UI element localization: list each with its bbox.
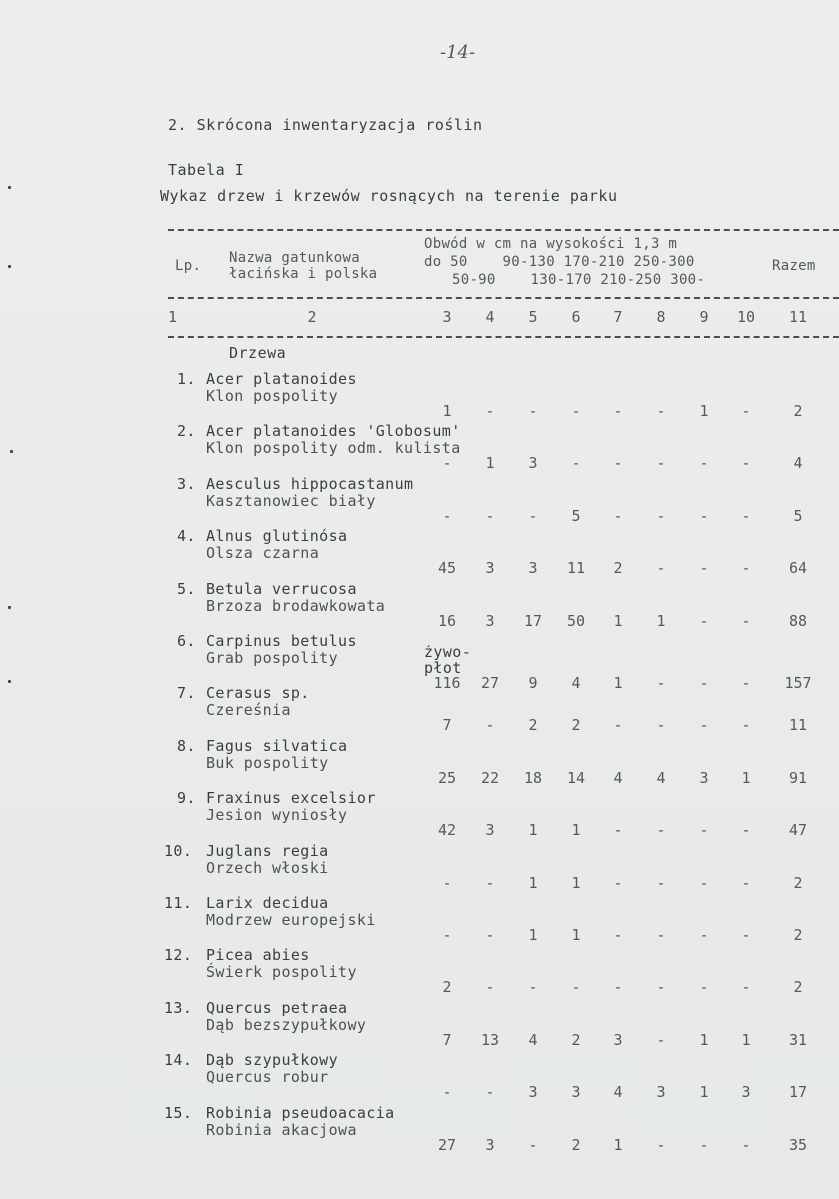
row-latin-name: Juglans regia <box>206 841 329 860</box>
row-value-cell: 3 <box>528 454 538 473</box>
column-number: 7 <box>613 308 623 326</box>
row-value-cell: - <box>485 402 495 420</box>
row-value-cell: 1 <box>485 454 495 473</box>
header-obwod-line1: Obwód w cm na wysokości 1,3 m <box>424 236 678 252</box>
row-value-cell: - <box>656 559 666 578</box>
row-value-cell: 1 <box>442 402 452 420</box>
row-value-cell: 1 <box>613 611 623 630</box>
row-value-cell: - <box>613 506 623 525</box>
row-latin-name: Aesculus hippocastanum <box>206 474 414 493</box>
column-number: 10 <box>736 308 756 326</box>
row-value-cell: - <box>741 1135 751 1154</box>
row-polish-name: Kasztanowiec biały <box>206 491 376 510</box>
row-latin-name: Fagus silvatica <box>206 736 348 755</box>
column-number: 6 <box>571 308 581 326</box>
row-value-cell: 25 <box>437 768 457 787</box>
row-latin-name: Robinia pseudoacacia <box>206 1103 395 1122</box>
row-value-cell: 9 <box>528 674 538 692</box>
row-value-cell: 3 <box>613 1030 623 1049</box>
row-value-cell: - <box>741 611 751 630</box>
margin-mark <box>8 680 11 683</box>
row-note: żywo- płot <box>424 643 472 677</box>
row-value-cell: - <box>485 926 495 944</box>
row-total-cell: 11 <box>788 716 808 735</box>
column-number: 2 <box>307 308 317 326</box>
row-value-cell: 1 <box>613 674 623 692</box>
margin-mark <box>8 606 11 609</box>
header-name-line2: łacińska i polska <box>229 266 378 282</box>
row-polish-name: Modrzew europejski <box>206 911 376 929</box>
row-value-cell: 4 <box>656 768 666 787</box>
row-value-cell: - <box>656 506 666 525</box>
row-value-cell: 1 <box>613 1135 623 1154</box>
row-value-cell: - <box>699 716 709 735</box>
row-lp: 1. <box>177 370 196 388</box>
row-value-cell: 13 <box>480 1030 500 1049</box>
row-value-cell: 1 <box>528 821 538 840</box>
row-value-cell: 1 <box>741 1030 751 1049</box>
row-value-cell: 18 <box>523 768 543 787</box>
page-number: -14- <box>440 42 476 63</box>
row-lp: 5. <box>177 579 196 598</box>
table-label: Tabela I <box>168 161 245 179</box>
row-value-cell: - <box>656 454 666 473</box>
row-value-cell: - <box>528 978 538 997</box>
row-latin-name: Larix decidua <box>206 894 329 912</box>
row-polish-name: Orzech włoski <box>206 858 329 877</box>
row-lp: 2. <box>177 422 196 441</box>
row-value-cell: 7 <box>442 716 452 735</box>
header-razem: Razem <box>772 258 816 274</box>
row-value-cell: 3 <box>699 768 709 787</box>
column-number: 11 <box>788 308 808 326</box>
row-lp: 3. <box>177 474 196 493</box>
row-value-cell: - <box>741 674 751 692</box>
row-value-cell: - <box>699 559 709 578</box>
row-latin-name: Acer platanoides <box>206 370 357 388</box>
row-total-cell: 88 <box>788 611 808 630</box>
row-value-cell: 1 <box>699 402 709 420</box>
row-total-cell: 31 <box>788 1030 808 1049</box>
row-lp: 8. <box>177 736 196 755</box>
header-lp: Lp. <box>175 258 202 274</box>
row-value-cell: 3 <box>741 1083 751 1102</box>
row-value-cell: - <box>485 506 495 525</box>
row-latin-name: Dąb szypułkowy <box>206 1051 339 1070</box>
row-polish-name: Czereśnia <box>206 701 291 720</box>
row-value-cell: 7 <box>442 1030 452 1049</box>
row-value-cell: 3 <box>485 611 495 630</box>
row-value-cell: - <box>571 978 581 997</box>
row-value-cell: 1 <box>571 926 581 944</box>
row-value-cell: - <box>699 926 709 944</box>
row-value-cell: - <box>442 926 452 944</box>
row-total-cell: 2 <box>793 926 803 944</box>
row-value-cell: 3 <box>485 821 495 840</box>
row-value-cell: 45 <box>437 559 457 578</box>
row-total-cell: 2 <box>793 873 803 892</box>
row-value-cell: 1 <box>528 926 538 944</box>
row-value-cell: - <box>699 506 709 525</box>
row-value-cell: 3 <box>485 559 495 578</box>
row-value-cell: 2 <box>571 716 581 735</box>
row-value-cell: 2 <box>571 1135 581 1154</box>
row-polish-name: Brzoza brodawkowata <box>206 596 386 615</box>
row-latin-name: Betula verrucosa <box>206 579 357 598</box>
row-value-cell: - <box>485 978 495 997</box>
row-value-cell: 2 <box>613 559 623 578</box>
row-value-cell: - <box>485 716 495 735</box>
header-bottom-rule <box>168 297 839 299</box>
row-value-cell: - <box>613 402 623 420</box>
row-value-cell: - <box>699 821 709 840</box>
row-value-cell: - <box>699 454 709 473</box>
row-value-cell: 3 <box>571 1083 581 1102</box>
row-value-cell: 1 <box>571 873 581 892</box>
row-value-cell: - <box>442 1083 452 1102</box>
column-number: 8 <box>656 308 666 326</box>
row-value-cell: - <box>741 873 751 892</box>
row-value-cell: 1 <box>699 1030 709 1049</box>
row-value-cell: - <box>528 1135 538 1154</box>
row-value-cell: 116 <box>433 674 461 692</box>
row-latin-name: Alnus glutinósa <box>206 527 348 546</box>
row-total-cell: 64 <box>788 559 808 578</box>
row-value-cell: - <box>656 716 666 735</box>
row-value-cell: - <box>613 926 623 944</box>
header-obwod-line2: do 50 90-130 170-210 250-300 <box>424 254 695 270</box>
row-polish-name: Świerk pospolity <box>206 963 357 982</box>
row-total-cell: 2 <box>793 978 803 997</box>
column-number: 5 <box>528 308 538 326</box>
row-value-cell: - <box>613 821 623 840</box>
row-value-cell: - <box>741 402 751 420</box>
row-value-cell: - <box>613 978 623 997</box>
row-value-cell: - <box>571 454 581 473</box>
row-value-cell: - <box>741 716 751 735</box>
group-label: Drzewa <box>229 344 287 362</box>
row-value-cell: - <box>485 1083 495 1102</box>
row-latin-name: Fraxinus excelsior <box>206 789 376 808</box>
row-value-cell: - <box>528 506 538 525</box>
row-lp: 9. <box>177 789 196 808</box>
row-value-cell: - <box>656 821 666 840</box>
row-polish-name: Buk pospolity <box>206 753 329 772</box>
row-value-cell: 16 <box>437 611 457 630</box>
margin-mark <box>10 450 13 453</box>
row-value-cell: - <box>741 821 751 840</box>
row-value-cell: 27 <box>480 674 500 692</box>
row-polish-name: Olsza czarna <box>206 544 320 563</box>
row-value-cell: 14 <box>566 768 586 787</box>
row-value-cell: 50 <box>566 611 586 630</box>
row-value-cell: - <box>741 559 751 578</box>
row-value-cell: - <box>613 873 623 892</box>
row-value-cell: 5 <box>571 506 581 525</box>
margin-mark <box>8 186 11 189</box>
row-polish-name: Robinia akacjowa <box>206 1120 357 1139</box>
header-name-line1: Nazwa gatunkowa <box>229 250 360 266</box>
column-number: 1 <box>168 308 178 326</box>
row-polish-name: Klon pospolity odm. kulista <box>206 439 461 458</box>
row-lp: 7. <box>177 684 196 703</box>
row-lp: 13. <box>164 998 193 1017</box>
row-total-cell: 91 <box>788 768 808 787</box>
row-value-cell: - <box>741 506 751 525</box>
row-polish-name: Klon pospolity <box>206 387 339 405</box>
row-value-cell: - <box>699 611 709 630</box>
row-value-cell: - <box>656 1030 666 1049</box>
row-total-cell: 47 <box>788 821 808 840</box>
row-value-cell: 3 <box>528 559 538 578</box>
row-value-cell: 3 <box>528 1083 538 1102</box>
section-title: 2. Skrócona inwentaryzacja roślin <box>168 116 483 134</box>
row-lp: 12. <box>164 946 193 965</box>
row-value-cell: 2 <box>528 716 538 735</box>
row-value-cell: - <box>699 1135 709 1154</box>
row-value-cell: 27 <box>437 1135 457 1154</box>
row-latin-name: Picea abies <box>206 946 310 965</box>
column-number: 3 <box>442 308 452 326</box>
row-value-cell: - <box>613 454 623 473</box>
row-value-cell: - <box>656 926 666 944</box>
row-total-cell: 17 <box>788 1083 808 1102</box>
row-value-cell: 4 <box>613 768 623 787</box>
row-value-cell: 3 <box>485 1135 495 1154</box>
margin-mark <box>8 265 11 268</box>
row-value-cell: 22 <box>480 768 500 787</box>
row-value-cell: - <box>613 716 623 735</box>
header-obwod-line3: 50-90 130-170 210-250 300- <box>452 272 706 288</box>
row-total-cell: 157 <box>784 674 812 692</box>
row-value-cell: - <box>442 873 452 892</box>
column-number: 9 <box>699 308 709 326</box>
row-value-cell: 3 <box>656 1083 666 1102</box>
row-total-cell: 5 <box>793 506 803 525</box>
row-value-cell: - <box>656 978 666 997</box>
row-value-cell: 1 <box>699 1083 709 1102</box>
row-value-cell: 11 <box>566 559 586 578</box>
column-number: 4 <box>485 308 495 326</box>
row-value-cell: 1 <box>528 873 538 892</box>
row-latin-name: Carpinus betulus <box>206 632 357 650</box>
row-value-cell: 1 <box>571 821 581 840</box>
row-total-cell: 35 <box>788 1135 808 1154</box>
row-value-cell: 42 <box>437 821 457 840</box>
row-latin-name: Cerasus sp. <box>206 684 310 703</box>
row-value-cell: 2 <box>442 978 452 997</box>
row-value-cell: - <box>699 674 709 692</box>
row-value-cell: - <box>699 978 709 997</box>
row-polish-name: Grab pospolity <box>206 649 339 667</box>
row-value-cell: - <box>741 978 751 997</box>
row-value-cell: - <box>571 402 581 420</box>
row-value-cell: 1 <box>741 768 751 787</box>
row-value-cell: 17 <box>523 611 543 630</box>
row-value-cell: 4 <box>613 1083 623 1102</box>
table-top-rule <box>168 229 839 231</box>
row-total-cell: 4 <box>793 454 803 473</box>
row-value-cell: - <box>656 402 666 420</box>
row-polish-name: Quercus robur <box>206 1068 329 1087</box>
row-polish-name: Jesion wyniosły <box>206 806 348 825</box>
row-polish-name: Dąb bezszypułkowy <box>206 1015 367 1034</box>
row-value-cell: - <box>442 454 452 473</box>
row-value-cell: - <box>656 873 666 892</box>
row-value-cell: - <box>442 506 452 525</box>
row-value-cell: - <box>741 926 751 944</box>
row-lp: 15. <box>164 1103 193 1122</box>
row-value-cell: - <box>741 454 751 473</box>
row-lp: 6. <box>177 632 196 650</box>
row-value-cell: - <box>656 674 666 692</box>
row-total-cell: 2 <box>793 402 803 420</box>
row-lp: 11. <box>164 894 193 912</box>
table-caption: Wykaz drzew i krzewów rosnących na terenie parku <box>160 187 618 205</box>
row-value-cell: 1 <box>656 611 666 630</box>
row-value-cell: - <box>656 1135 666 1154</box>
row-value-cell: - <box>699 873 709 892</box>
row-value-cell: - <box>528 402 538 420</box>
row-value-cell: 2 <box>571 1030 581 1049</box>
row-value-cell: - <box>485 873 495 892</box>
row-lp: 4. <box>177 527 196 546</box>
row-lp: 10. <box>164 841 193 860</box>
row-latin-name: Quercus petraea <box>206 998 348 1017</box>
row-value-cell: 4 <box>571 674 581 692</box>
row-lp: 14. <box>164 1051 193 1070</box>
column-number-rule <box>168 336 839 338</box>
row-value-cell: 4 <box>528 1030 538 1049</box>
row-latin-name: Acer platanoides 'Globosum' <box>206 422 461 441</box>
